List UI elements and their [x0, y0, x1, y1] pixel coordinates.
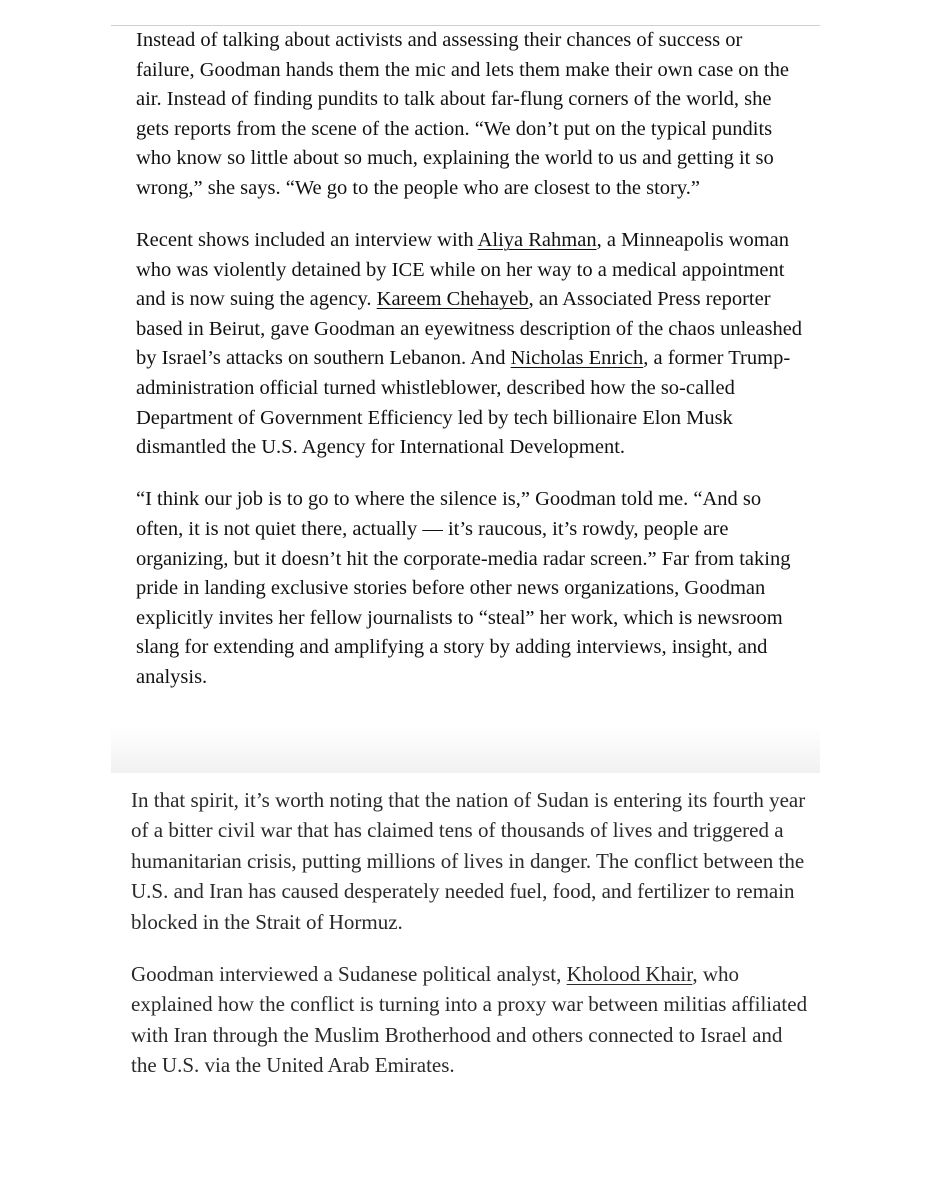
paragraph	[136, 226, 806, 463]
paragraph	[131, 959, 811, 1081]
text: , a former Trump-administration official turned whistleblower, described how the so-called Department of Government Efficiency led by tech billionaire Elon Musk dismantled the U.S. Agency for International Development.	[136, 347, 791, 459]
link-kareem-chehayeb[interactable]: Kareem Chehayeb	[376, 288, 529, 311]
link-kholood-khair[interactable]: Kholood Khair	[566, 962, 693, 987]
link-aliya-rahman[interactable]: Aliya Rahman	[477, 229, 597, 252]
article-body-bottom	[131, 785, 811, 1103]
text: , a Minneapolis woman who was violently detained by ICE while on her way to a medical appointment and is now suing the agency.	[136, 229, 790, 311]
text: , who explained how the conflict is turning into a proxy war between militias affiliated with Iran through the Muslim Brotherhood and others connected to Israel and the U.S. via the United Arab Emirates.	[131, 962, 808, 1078]
text: Goodman interviewed a Sudanese political analyst,	[131, 962, 567, 987]
article-body-top	[136, 26, 806, 715]
paragraph: Instead of talking about activists and assessing their chances of success or failure, Goodman hands them the mic and lets them make their own case on the air. Instead of finding pundits to talk about far-flung corners of the world, she gets reports from the scene of the action. “We don’t put on the typical pundits who know so little about so much, explaining the world to us and getting it so wrong,” she says. “We go to the people who are closest to the story.”	[136, 29, 789, 199]
paragraph: “I think our job is to go to where the silence is,” Goodman told me. “And so often, it is not quiet there, actually — it’s raucous, it’s rowdy, people are organizing, but it doesn’t hit the corporate-media radar screen.” Far from taking pride in landing exclusive stories before other news organizations, Goodman explicitly invites her fellow journalists to “steal” her work, which is newsroom slang for extending and amplifying a story by adding interviews, insight, and analysis.	[136, 488, 791, 688]
paragraph: In that spirit, it’s worth noting that the nation of Sudan is entering its fourth year of a bitter civil war that has claimed tens of thousands of lives and triggered a humanitarian crisis, putting millions of lives in danger. The conflict between the U.S. and Iran has caused desperately needed fuel, food, and fertilizer to remain blocked in the Strait of Hormuz.	[131, 788, 806, 934]
text: Recent shows included an interview with	[136, 229, 478, 252]
text: , an Associated Press reporter based in Beirut, gave Goodman an eyewitness description of the chaos unleashed by Israel’s attacks on southern Lebanon. And	[136, 288, 803, 370]
link-nicholas-enrich[interactable]: Nicholas Enrich	[510, 347, 644, 370]
